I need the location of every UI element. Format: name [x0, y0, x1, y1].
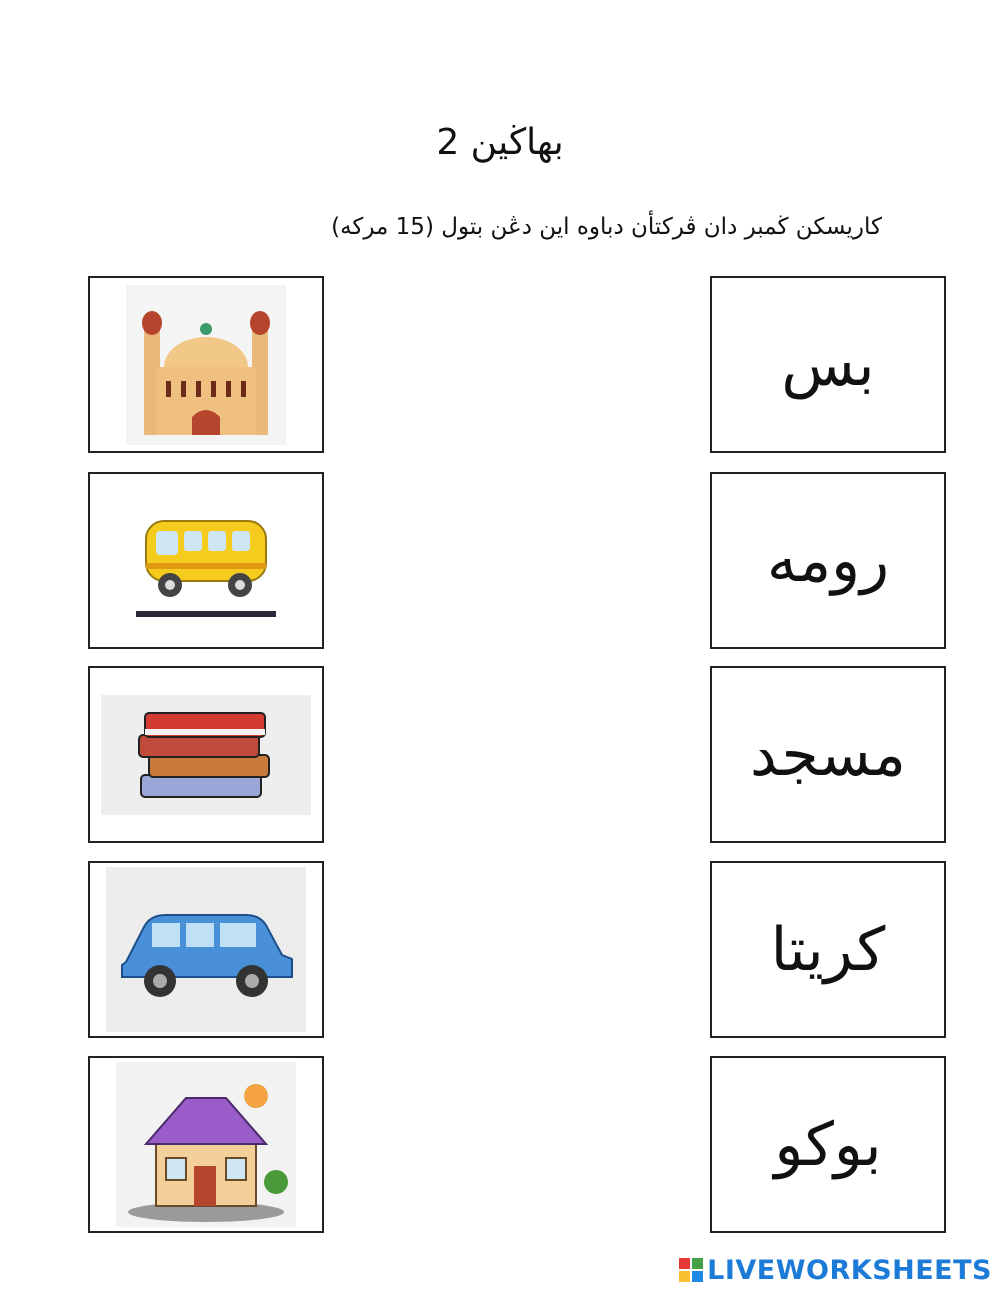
instruction-text: كاريسكن ڬمبر دان ڤركتأن دباوه اين دڠن بتول (15 مركه): [331, 214, 882, 240]
picture-box-house[interactable]: [88, 1056, 324, 1233]
picture-box-mosque[interactable]: [88, 276, 324, 453]
word-label: كريتا: [770, 914, 886, 985]
page-title: بهاڬين 2: [436, 122, 564, 163]
picture-box-books[interactable]: [88, 666, 324, 843]
car-icon: [106, 867, 306, 1032]
word-label: بوكو: [774, 1109, 882, 1180]
books-icon: [101, 695, 311, 815]
house-icon: [116, 1062, 296, 1227]
picture-box-car[interactable]: [88, 861, 324, 1038]
word-box[interactable]: [710, 472, 946, 649]
picture-box-bus[interactable]: [88, 472, 324, 649]
word-box[interactable]: [710, 1056, 946, 1233]
bus-icon: [126, 501, 286, 621]
mosque-icon: [126, 285, 286, 445]
word-label: بس: [781, 329, 875, 400]
word-box[interactable]: [710, 666, 946, 843]
word-label: مسجد: [750, 719, 906, 790]
brand-text: LIVEWORKSHEETS: [707, 1254, 992, 1286]
word-label: رومه: [766, 525, 890, 596]
liveworksheets-logo: [679, 1252, 992, 1288]
word-box[interactable]: [710, 861, 946, 1038]
word-box[interactable]: [710, 276, 946, 453]
liveworksheets-logo-icon: [679, 1258, 703, 1282]
